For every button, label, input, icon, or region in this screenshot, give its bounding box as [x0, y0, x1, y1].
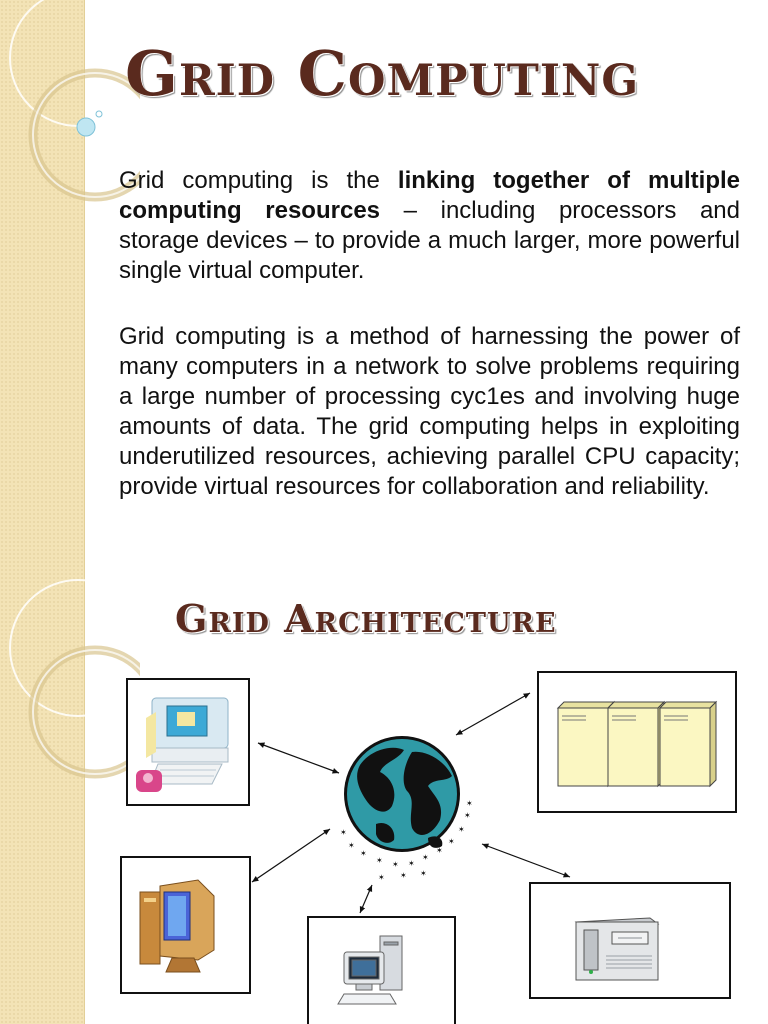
node-mainframe — [530, 883, 730, 998]
grid-architecture-diagram — [0, 660, 768, 1024]
svg-text:✶: ✶ — [400, 871, 407, 880]
arrow-crt — [252, 829, 330, 882]
arrow-mainframe — [482, 844, 570, 877]
node-crt-monitor — [121, 857, 250, 993]
svg-text:✶: ✶ — [422, 853, 429, 862]
paragraph-definition-bold: linking together of multiple computing resources — [119, 167, 740, 224]
paragraph-definition-end: – including processors and storage devices – to provide a much larger, more powerful single virtual computer. — [119, 197, 740, 284]
arrow-servers — [456, 693, 530, 735]
mainframe-icon — [576, 918, 658, 980]
svg-text:✶: ✶ — [392, 860, 399, 869]
server-rack-icon — [558, 702, 716, 786]
paragraph-definition — [119, 166, 740, 286]
slide-title: Grid Computing — [125, 37, 640, 110]
svg-text:✶: ✶ — [448, 837, 455, 846]
svg-text:✶: ✶ — [376, 856, 383, 865]
svg-text:✶: ✶ — [378, 873, 385, 882]
svg-text:✶: ✶ — [464, 811, 471, 820]
node-desktop-computer — [127, 679, 249, 805]
svg-text:✶: ✶ — [420, 869, 427, 878]
svg-text:✶: ✶ — [348, 841, 355, 850]
arrow-desktop — [258, 743, 339, 773]
svg-text:✶: ✶ — [360, 849, 367, 858]
svg-text:✶: ✶ — [436, 846, 443, 855]
svg-text:✶: ✶ — [458, 825, 465, 834]
svg-text:✶: ✶ — [340, 828, 347, 837]
arrow-workstation — [360, 885, 372, 913]
svg-text:✶: ✶ — [466, 799, 473, 808]
paragraph-definition-start: Grid computing is the — [119, 167, 398, 194]
paragraph-method: Grid computing is a method of harnessing the power of many computers in a network to solve problems requiring a large number of processing cyc1es and involving huge amounts of data. The grid computing helps in exploiting underutilized resources, achieving parallel CPU capacity; provide virtual resources for collaboration and reliability. — [119, 323, 740, 500]
section-subtitle: Grid Architecture — [175, 596, 557, 641]
node-server-rack — [538, 672, 736, 812]
node-workstation — [308, 917, 455, 1024]
svg-text:✶: ✶ — [408, 859, 415, 868]
globe-icon — [344, 736, 460, 852]
